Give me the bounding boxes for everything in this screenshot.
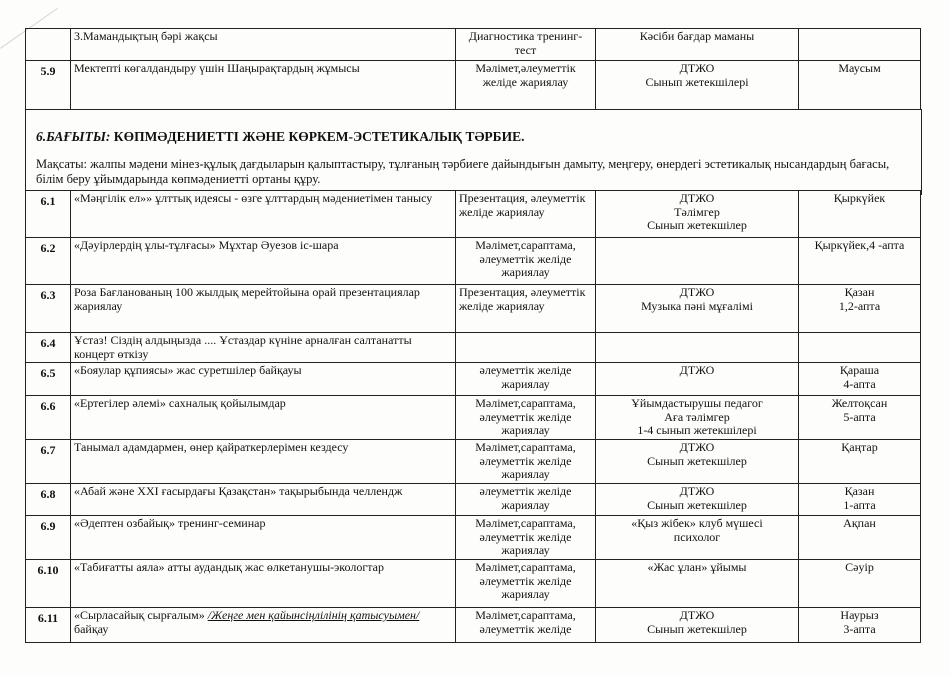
table-row [26, 608, 921, 643]
row-number: 6.2 [26, 238, 71, 285]
table-row [26, 484, 921, 516]
time-cell: Желтоқсан 5-апта [799, 396, 921, 440]
form-cell: Мәлімет,сараптама, әлеуметтік желіде жариялау [456, 238, 596, 285]
time-cell: Қазан 1,2-апта [799, 285, 921, 333]
form-cell: Мәлімет,сараптама, әлеуметтік желіде жариялау [456, 396, 596, 440]
time-cell: Қыркүйек,4 -апта [799, 238, 921, 285]
event-cell: «Абай және XXI ғасырдағы Қазақстан» тақырыбында челлендж [71, 484, 456, 516]
responsible-cell: ДТЖО Музыка пәні мұғалімі [596, 285, 799, 333]
row-number: 6.1 [26, 191, 71, 238]
responsible-cell: Ұйымдастырушы педагог Аға тәлімгер 1-4 сынып жетекшілері [596, 396, 799, 440]
responsible-cell: ДТЖО Сынып жетекшілер [596, 484, 799, 516]
responsible-cell: ДТЖО [596, 363, 799, 396]
row-number: 6.6 [26, 396, 71, 440]
event-cell: «Мәңгілік ел»» ұлттық идеясы - өзге ұлттардың мәдениетімен танысу [71, 191, 456, 238]
plan-table-top [25, 28, 921, 110]
form-cell: Мәлімет,сараптама, әлеуметтік желіде жариялау [456, 440, 596, 484]
time-cell: Маусым [799, 61, 921, 110]
table-row [26, 363, 921, 396]
section-goal: Мақсаты: жалпы мәдени мінез-құлық дағдыларын қалыптастыру, тұлғаның тәрбиеге дайындығын дамыту, меңгеру, өнердегі эстетикалық нысандардың бағасы, білім беру ұйымдарында көпмәдениетті ортаны құру. [36, 157, 890, 186]
time-cell [799, 29, 921, 61]
row-number: 6.3 [26, 285, 71, 333]
table-row [26, 191, 921, 238]
section-title: 6.БАҒЫТЫ: КӨПМӘДЕНИЕТТІ ЖӘНЕ КӨРКЕМ-ЭСТЕТИКАЛЫҚ ТӘРБИЕ. [36, 129, 525, 144]
row-number: 5.9 [26, 61, 71, 110]
table-row [26, 61, 921, 110]
responsible-cell: «Жас ұлан» ұйымы [596, 560, 799, 608]
form-cell: әлеуметтік желіде жариялау [456, 363, 596, 396]
responsible-cell: ДТЖО Сынып жетекшілер [596, 608, 799, 643]
event-cell: Ұстаз! Сіздің алдыңызда .... Ұстаздар күніне арналған салтанатты концерт өткізу [71, 333, 456, 363]
section-header [25, 109, 922, 195]
table-row [26, 238, 921, 285]
row-number: 6.11 [26, 608, 71, 643]
time-cell: Қазан 1-апта [799, 484, 921, 516]
time-cell: Сәуір [799, 560, 921, 608]
plan-table-main [25, 190, 921, 643]
table-row [26, 29, 921, 61]
table-row [26, 560, 921, 608]
form-cell: Презентация, әлеуметтік желіде жариялау [456, 285, 596, 333]
event-cell: «Бояулар құпиясы» жас суретшілер байқауы [71, 363, 456, 396]
responsible-cell: Кәсіби бағдар маманы [596, 29, 799, 61]
form-cell: Мәлімет,әлеуметтік желіде жариялау [456, 61, 596, 110]
row-number [26, 29, 71, 61]
table-row [26, 440, 921, 484]
time-cell: Наурыз 3-апта [799, 608, 921, 643]
responsible-cell [596, 333, 799, 363]
responsible-cell: ДТЖО Сынып жетекшілер [596, 440, 799, 484]
time-cell: Қыркүйек [799, 191, 921, 238]
form-cell: Презентация, әлеуметтік желіде жариялау [456, 191, 596, 238]
event-cell: 3.Мамандықтың бәрі жақсы [71, 29, 456, 61]
responsible-cell: «Қыз жібек» клуб мүшесі психолог [596, 516, 799, 560]
time-cell: Ақпан [799, 516, 921, 560]
form-cell: Мәлімет,сараптама, әлеуметтік желіде [456, 608, 596, 643]
row-number: 6.7 [26, 440, 71, 484]
responsible-cell: ДТЖО Тәлімгер Сынып жетекшілер [596, 191, 799, 238]
row-number: 6.5 [26, 363, 71, 396]
event-cell: «Ертегілер әлемі» сахналық қойылымдар [71, 396, 456, 440]
time-cell: Қаңтар [799, 440, 921, 484]
form-cell: Мәлімет,сараптама, әлеуметтік желіде жариялау [456, 516, 596, 560]
form-cell [456, 333, 596, 363]
event-cell: «Дәуірлердің ұлы-тұлғасы» Мұхтар Әуезов іс-шара [71, 238, 456, 285]
event-cell: «Әдептен озбайық» тренинг-семинар [71, 516, 456, 560]
table-row [26, 516, 921, 560]
row-number: 6.10 [26, 560, 71, 608]
row-number: 6.4 [26, 333, 71, 363]
table-row [26, 285, 921, 333]
event-cell: Танымал адамдармен, өнер қайраткерлерімен кездесу [71, 440, 456, 484]
event-cell: «Табиғатты аяла» атты аудандық жас өлкетанушы-экологтар [71, 560, 456, 608]
form-cell: Мәлімет,сараптама, әлеуметтік желіде жариялау [456, 560, 596, 608]
event-cell: Роза Бағланованың 100 жылдық мерейтойына орай презентациялар жариялау [71, 285, 456, 333]
row-number: 6.8 [26, 484, 71, 516]
time-cell: Қараша 4-апта [799, 363, 921, 396]
form-cell: Диагностика тренинг-тест [456, 29, 596, 61]
event-cell: Мектепті көгалдандыру үшін Шаңырақтардың жұмысы [71, 61, 456, 110]
table-row [26, 333, 921, 363]
form-cell: әлеуметтік желіде жариялау [456, 484, 596, 516]
time-cell [799, 333, 921, 363]
table-row [26, 396, 921, 440]
event-cell: «Сырласайық сырғалым» /Жеңге мен қайынсіңлілінің қатысуымен/ байқау [71, 608, 456, 643]
responsible-cell: ДТЖО Сынып жетекшілері [596, 61, 799, 110]
responsible-cell [596, 238, 799, 285]
row-number: 6.9 [26, 516, 71, 560]
